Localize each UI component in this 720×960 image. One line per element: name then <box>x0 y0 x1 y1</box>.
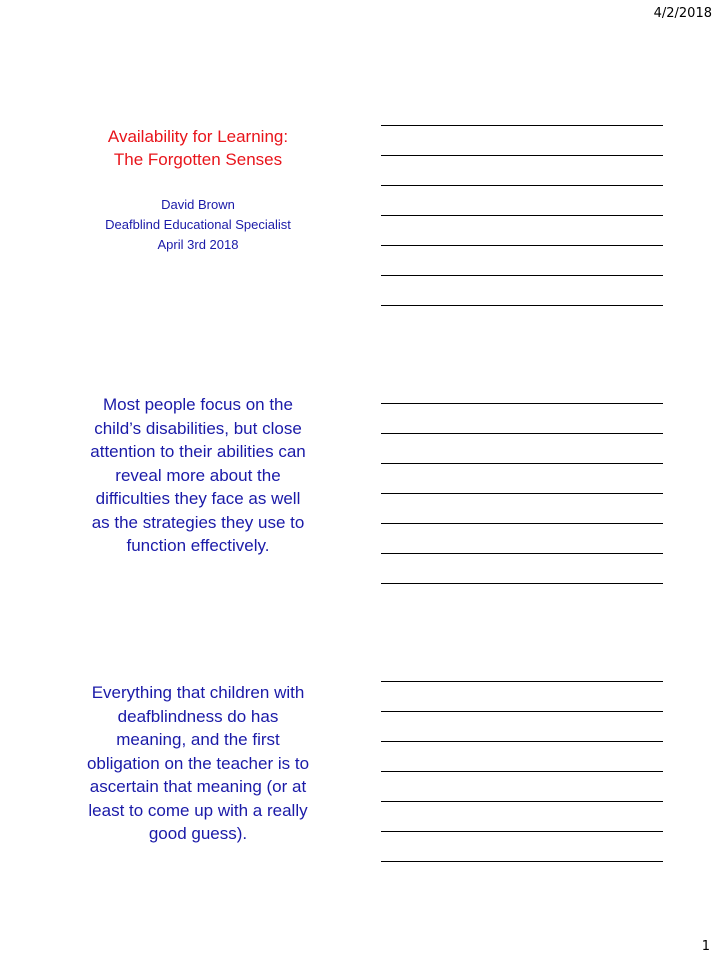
note-line <box>381 861 663 862</box>
note-line <box>381 583 663 584</box>
note-line <box>381 275 663 276</box>
note-line <box>381 523 663 524</box>
body-line: as the strategies they use to <box>91 512 305 532</box>
slide-subtitle <box>70 195 326 255</box>
body-line: ascertain that meaning (or at <box>89 777 307 796</box>
body-line: obligation on the teacher is to <box>86 753 310 773</box>
note-line <box>381 553 663 554</box>
note-line <box>381 801 663 802</box>
slide-body <box>70 681 326 846</box>
note-line <box>381 215 663 216</box>
note-line <box>381 185 663 186</box>
note-line <box>381 831 663 832</box>
slide-title <box>70 125 326 171</box>
body-line: difficulties they face as well <box>95 489 301 508</box>
body-line: good guess). <box>148 824 248 843</box>
slide-title-line: Availability for Learning: <box>107 127 289 146</box>
page-date: 4/2/2018 <box>653 6 712 21</box>
notes-lines-3 <box>381 681 663 863</box>
body-line: meaning, and the first <box>116 730 280 749</box>
note-line <box>381 493 663 494</box>
note-line <box>381 741 663 742</box>
note-line <box>381 305 663 306</box>
note-line <box>381 125 663 126</box>
presenter-role: Deafblind Educational Specialist <box>105 217 291 232</box>
body-line: Everything that children with <box>91 683 305 702</box>
presenter-name: David Brown <box>161 197 235 212</box>
slide-title-line: The Forgotten Senses <box>113 150 283 169</box>
body-line: attention to their abilities can <box>90 442 306 461</box>
body-line: function effectively. <box>126 536 270 555</box>
body-line: child’s disabilities, but close <box>94 418 302 438</box>
slide-1 <box>70 125 326 255</box>
body-line: reveal more about the <box>115 465 281 485</box>
note-line <box>381 463 663 464</box>
slide-body <box>70 393 326 558</box>
note-line <box>381 433 663 434</box>
notes-lines-2 <box>381 403 663 585</box>
note-line <box>381 155 663 156</box>
notes-lines-1 <box>381 125 663 307</box>
note-line <box>381 681 663 682</box>
presentation-date: April 3rd 2018 <box>157 237 239 252</box>
note-line <box>381 711 663 712</box>
body-line: deafblindness do has <box>117 706 279 726</box>
note-line <box>381 245 663 246</box>
note-line <box>381 403 663 404</box>
body-line: Most people focus on the <box>103 395 293 414</box>
page-number: 1 <box>701 939 710 954</box>
slide-3 <box>70 681 326 846</box>
slide-2 <box>70 393 326 558</box>
body-line: least to come up with a really <box>88 800 308 820</box>
note-line <box>381 771 663 772</box>
